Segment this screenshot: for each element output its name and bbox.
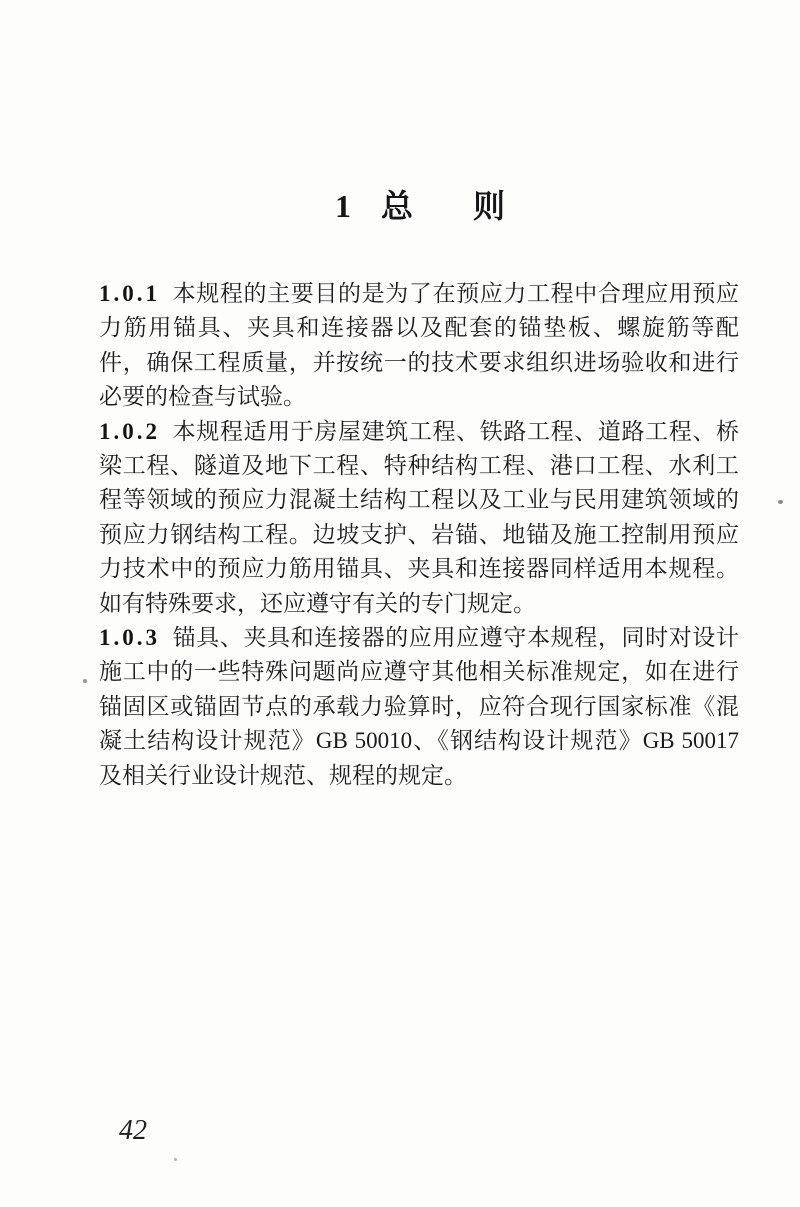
scan-speck — [778, 500, 783, 504]
clause-1-0-2 — [99, 415, 739, 621]
chapter-title — [100, 185, 740, 227]
clause-number: 1.0.3 — [99, 625, 160, 651]
scan-speck — [174, 1158, 177, 1161]
scan-speck — [83, 679, 87, 683]
clause-number: 1.0.2 — [99, 418, 160, 444]
clause-text: 本规程的主要目的是为了在预应力工程中合理应用预应力筋用锚具、夹具和连接器以及配套的锚垫板、螺旋筋等配件，确保工程质量，并按统一的技术要求组织进场验收和进行必要的检查与试验。 — [99, 281, 739, 410]
clause-text: 锚具、夹具和连接器的应用应遵守本规程，同时对设计施工中的一些特殊问题尚应遵守其他相关标准规定，如在进行锚固区或锚固节点的承载力验算时，应符合现行国家标准《混凝土结构设计规范》GB 50010、《钢结构设计规范》GB 50017 及相关行业设计规范、规程的规定。 — [99, 625, 739, 788]
clause-text: 本规程适用于房屋建筑工程、铁路工程、道路工程、桥梁工程、隧道及地下工程、特种结构工程、港口工程、水利工程等领域的预应力混凝土结构工程以及工业与民用建筑领域的预应力钢结构工程。边坡支护、岩锚、地锚及施工控制用预应力技术中的预应力筋用锚具、夹具和连接器同样适用本规程。如有特殊要求，还应遵守有关的专门规定。 — [99, 418, 739, 616]
clause-1-0-3 — [99, 621, 739, 793]
page-number: 42 — [119, 1115, 147, 1146]
chapter-title-word-1: 总 — [380, 188, 413, 224]
body-text — [99, 277, 739, 793]
clause-number: 1.0.1 — [99, 281, 160, 306]
chapter-title-word-2: 则 — [473, 188, 506, 224]
chapter-number: 1 — [334, 188, 351, 224]
clause-1-0-1 — [99, 277, 739, 415]
